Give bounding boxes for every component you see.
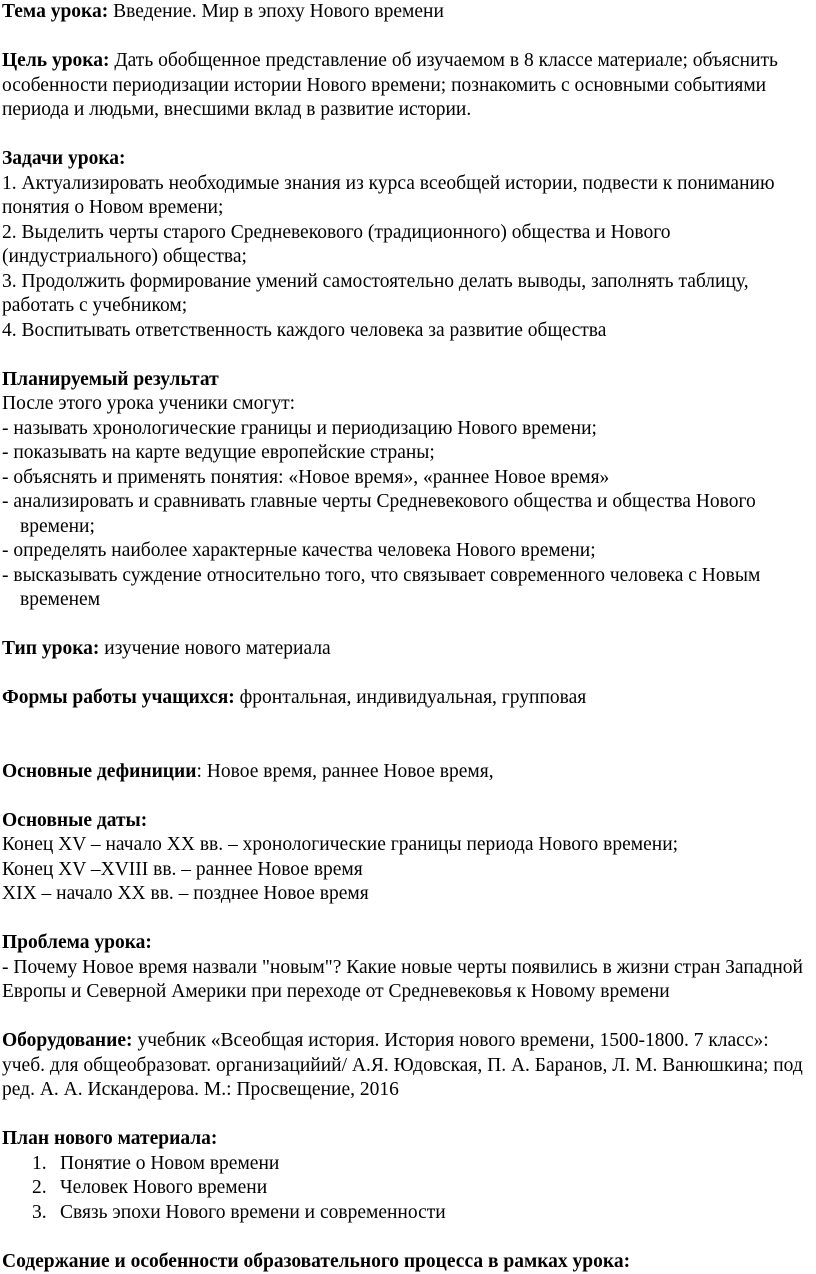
type-text: изучение нового материала (99, 638, 330, 659)
type-line (2, 637, 816, 662)
equipment-text: учебник «Всеобщая история. История нового времени, 1500-1800. 7 класс»: учеб. для общеобразоват. организацийий/ А.Я. Юдовская, П. А. Баранов, Л. М. Ванюшкина; под ред. А. А. Искандерова. М.: Просвещение, 2016 (2, 1030, 803, 1100)
task-item: 3. Продолжить формирование умений самостоятельно делать выводы, заполнять таблицу, работать с учебником; (2, 270, 816, 319)
forms-text: фронтальная, индивидуальная, групповая (235, 687, 586, 708)
plan-item: 3. Связь эпохи Нового времени и современности (2, 1201, 816, 1226)
result-item: - анализировать и сравнивать главные черты Средневекового общества и общества Нового времени; (2, 490, 816, 539)
topic-line (2, 0, 816, 25)
type-label: Тип урока: (2, 638, 99, 659)
result-item: - высказывать суждение относительно того, что связывает современного человека с Новым временем (2, 564, 816, 613)
plan-item: 1. Понятие о Новом времени (2, 1152, 816, 1177)
result-item: - показывать на карте ведущие европейские страны; (2, 441, 816, 466)
definitions-line (2, 760, 816, 785)
task-item: 1. Актуализировать необходимые знания из курса всеобщей истории, подвести к пониманию понятия о Новом времени; (2, 172, 816, 221)
result-item: - называть хронологические границы и периодизацию Нового времени; (2, 417, 816, 442)
dates-heading: Основные даты: (2, 809, 816, 834)
goal-label: Цель урока: (2, 50, 109, 71)
result-heading: Планируемый результат (2, 368, 816, 393)
topic-label: Тема урока: (2, 1, 108, 22)
date-item: XIX – начало XX вв. – позднее Новое время (2, 882, 816, 907)
definitions-text: : Новое время, раннее Новое время, (197, 761, 494, 782)
content-heading: Содержание и особенности образовательного процесса в рамках урока: (2, 1250, 816, 1274)
problem-text: - Почему Новое время назвали "новым"? Какие новые черты появились в жизни стран Западной Европы и Северной Америки при переходе от Средневековья к Новому времени (2, 956, 816, 1005)
task-item: 4. Воспитывать ответственность каждого человека за развитие общества (2, 319, 816, 344)
plan-item: 2. Человек Нового времени (2, 1176, 816, 1201)
forms-line (2, 686, 816, 711)
date-item: Конец XV – начало XX вв. – хронологические границы периода Нового времени; (2, 833, 816, 858)
topic-text: Введение. Мир в эпоху Нового времени (108, 1, 444, 22)
goal-text: Дать обобщенное представление об изучаемом в 8 классе материале; объяснить особенности периодизации истории Нового времени; познакомить с основными событиями периода и людьми, внесшими вклад в развитие истории. (2, 50, 778, 120)
tasks-heading: Задачи урока: (2, 147, 816, 172)
task-item: 2. Выделить черты старого Средневекового (традиционного) общества и Нового (индустриального) общества; (2, 221, 816, 270)
equipment-paragraph (2, 1029, 816, 1103)
equipment-label: Оборудование: (2, 1030, 133, 1051)
date-item: Конец XV –XVIII вв. – раннее Новое время (2, 858, 816, 883)
result-intro: После этого урока ученики смогут: (2, 392, 816, 417)
result-item: - объяснять и применять понятия: «Новое время», «раннее Новое время» (2, 466, 816, 491)
result-item: - определять наиболее характерные качества человека Нового времени; (2, 539, 816, 564)
plan-list (2, 1152, 816, 1226)
forms-label: Формы работы учащихся: (2, 687, 235, 708)
plan-heading: План нового материала: (2, 1127, 816, 1152)
definitions-label: Основные дефиниции (2, 761, 197, 782)
problem-heading: Проблема урока: (2, 931, 816, 956)
goal-paragraph (2, 49, 816, 123)
